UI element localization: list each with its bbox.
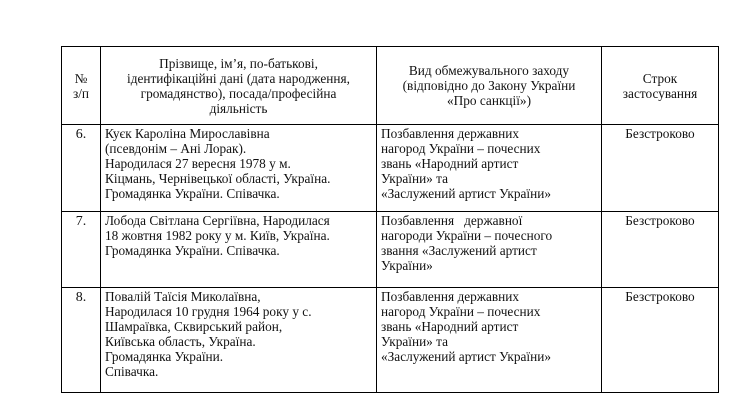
person-details: Повалій Таїсія Миколаївна, Народилася 10 грудня 1964 року у с. Шамраївка, Сквирський район, Київська область, Україна. Громадянка України. Співачка.	[101, 288, 377, 393]
table-row	[62, 125, 719, 212]
restrictive-measure: Позбавлення державних нагород України – почесних звань «Народний артист України» та «Заслужений артист України»	[377, 288, 602, 393]
header-term: Строк застосування	[602, 47, 719, 125]
sanctions-table	[61, 46, 719, 393]
table-header-row	[62, 47, 719, 125]
person-details: Куєк Кароліна Мирославівна (псевдонім – Ані Лорак). Народилася 27 вересня 1978 у м. Кіцмань, Чернівецької області, Україна. Громадянка України. Співачка.	[101, 125, 377, 212]
header-measure: Вид обмежувального заходу (відповідно до Закону України «Про санкції»)	[377, 47, 602, 125]
restrictive-measure: Позбавлення державної нагороди України – почесного звання «Заслужений артист України»	[377, 212, 602, 288]
row-number: 7.	[62, 212, 101, 288]
application-term: Безстроково	[602, 212, 719, 288]
person-details: Лобода Світлана Сергіївна, Народилася 18 жовтня 1982 року у м. Київ, Україна. Громадянка України. Співачка.	[101, 212, 377, 288]
restrictive-measure: Позбавлення державних нагород України – почесних звань «Народний артист України» та «Заслужений артист України»	[377, 125, 602, 212]
table-row	[62, 288, 719, 393]
application-term: Безстроково	[602, 125, 719, 212]
row-number: 6.	[62, 125, 101, 212]
header-person: Прізвище, ім’я, по-батькові, ідентифікаційні дані (дата народження, громадянство), посада/професійна діяльність	[101, 47, 377, 125]
application-term: Безстроково	[602, 288, 719, 393]
header-number: № з/п	[62, 47, 101, 125]
row-number: 8.	[62, 288, 101, 393]
table-row	[62, 212, 719, 288]
